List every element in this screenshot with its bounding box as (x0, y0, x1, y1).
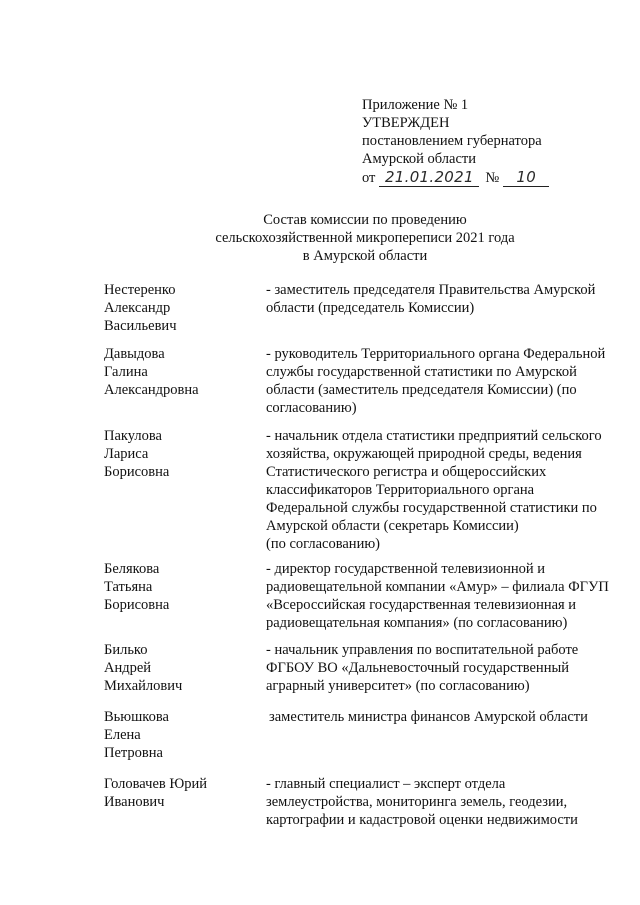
member-role-line: аграрный университет» (по согласованию) (266, 678, 530, 694)
from-prefix: от (362, 170, 376, 186)
member-name-line: Борисовна (104, 597, 170, 613)
document-title (150, 211, 580, 265)
member-name-line: Елена (104, 727, 141, 743)
member-role-line: картографии и кадастровой оценки недвижимости (266, 812, 578, 828)
member-role (266, 641, 606, 695)
member-role-line: Статистического регистра и общероссийских (266, 464, 547, 480)
member-name-line: Нестеренко (104, 282, 176, 298)
title-line-2: сельскохозяйственной микропереписи 2021 года (215, 230, 515, 246)
member-role (266, 345, 606, 417)
member-role-line: «Всероссийская государственная телевизионная и (266, 597, 577, 613)
member-name-line: Васильевич (104, 318, 177, 334)
member-name (104, 281, 254, 335)
member-role-line: - начальник управления по воспитательной работе (266, 642, 579, 658)
member-name-line: Татьяна (104, 579, 153, 595)
member-role-line: - заместитель председателя Правительства Амурской (266, 282, 596, 298)
decree-line-2: Амурской области (362, 151, 476, 167)
member-name (104, 708, 254, 762)
member-role-line: Амурской области (секретарь Комиссии) (266, 518, 519, 534)
member-name (104, 427, 254, 481)
member-name (104, 560, 254, 614)
member-name-line: Михайлович (104, 678, 183, 694)
member-role-line: области (заместитель председателя Комиссии) (по (266, 382, 577, 398)
number-prefix: № (485, 170, 500, 186)
member-role-line: - директор государственной телевизионной и (266, 561, 546, 577)
member-role-line: хозяйства, окружающей природной среды, ведения (266, 446, 582, 462)
approval-block (362, 96, 622, 187)
member-name-line: Борисовна (104, 464, 170, 480)
date-number-line (362, 168, 622, 187)
member-role-line: - главный специалист – эксперт отдела (266, 776, 506, 792)
member-role-line: - руководитель Территориального органа Федеральной (266, 346, 606, 362)
member-role-line: согласованию) (266, 400, 357, 416)
member-name-line: Лариса (104, 446, 149, 462)
member-role-line: заместитель министра финансов Амурской области (269, 709, 588, 725)
member-role (266, 560, 609, 632)
member-role (269, 708, 609, 726)
member-name-line: Головачев Юрий (104, 776, 208, 792)
member-role-line: радиовещательной компании «Амур» – филиала ФГУП (266, 579, 609, 595)
member-role-line: радиовещательная компания» (по согласованию) (266, 615, 568, 631)
handwritten-number: 10 (503, 168, 549, 187)
member-role (266, 775, 606, 829)
approved-label: УТВЕРЖДЕН (362, 115, 450, 131)
member-role-line: Федеральной службы государственной статистики по (266, 500, 597, 516)
member-name (104, 345, 254, 399)
member-name-line: Вьюшкова (104, 709, 169, 725)
member-role-line: землеустройства, мониторинга земель, геодезии, (266, 794, 568, 810)
member-name-line: Давыдова (104, 346, 165, 362)
member-role-line: (по согласованию) (266, 536, 380, 552)
member-role-line: службы государственной статистики по Амурской (266, 364, 577, 380)
member-name-line: Иванович (104, 794, 165, 810)
member-name (104, 775, 254, 811)
member-role (266, 281, 606, 317)
member-name (104, 641, 254, 695)
member-name-line: Билько (104, 642, 148, 658)
member-role-line: классификаторов Территориального органа (266, 482, 535, 498)
member-name-line: Петровна (104, 745, 163, 761)
member-name-line: Андрей (104, 660, 152, 676)
member-role-line: области (председатель Комиссии) (266, 300, 475, 316)
title-line-3: в Амурской области (302, 248, 428, 264)
member-name-line: Пакулова (104, 428, 162, 444)
member-role-line: ФГБОУ ВО «Дальневосточный государственный (266, 660, 569, 676)
title-line-1: Состав комиссии по проведению (263, 212, 467, 228)
handwritten-date: 21.01.2021 (379, 168, 479, 187)
decree-line-1: постановлением губернатора (362, 133, 542, 149)
member-name-line: Александровна (104, 382, 199, 398)
member-name-line: Александр (104, 300, 171, 316)
appendix-label: Приложение № 1 (362, 97, 469, 113)
member-name-line: Галина (104, 364, 148, 380)
member-role (266, 427, 606, 553)
member-name-line: Белякова (104, 561, 160, 577)
member-role-line: - начальник отдела статистики предприятий сельского (266, 428, 602, 444)
